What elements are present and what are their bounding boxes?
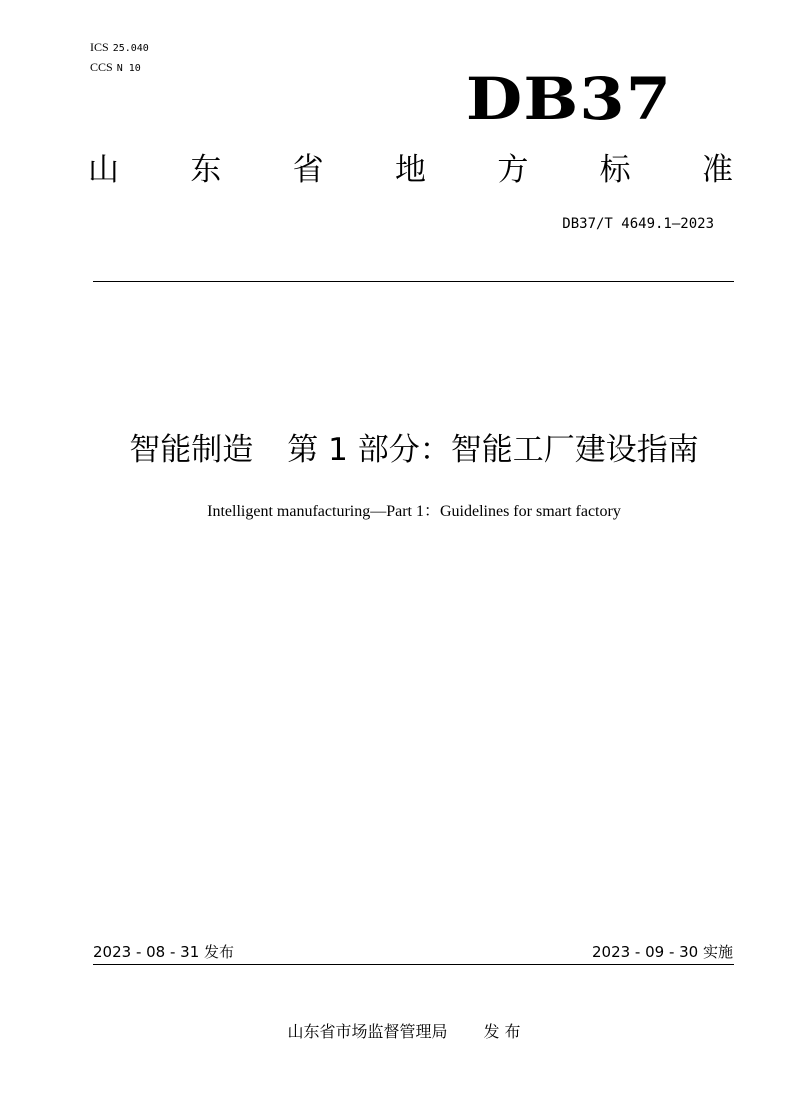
implementation-date: 2023 - 09 - 30 实施 — [591, 943, 733, 961]
db37-logo: DB37 — [465, 65, 672, 133]
title-main: 智能制造 — [129, 432, 254, 468]
ccs-row — [90, 58, 149, 78]
bottom-divider — [93, 964, 734, 965]
publisher-action: 发 布 — [483, 1022, 521, 1041]
standard-type-char: 东 — [190, 152, 222, 188]
document-title-zh — [0, 428, 790, 472]
standard-type-char: 省 — [292, 152, 324, 188]
standard-type-char: 标 — [599, 152, 631, 188]
publisher-org: 山东省市场监督管理局 — [287, 1022, 448, 1041]
standard-type-char: 方 — [497, 152, 529, 188]
ics-label: ICS — [90, 40, 109, 54]
classification-codes — [90, 38, 149, 78]
issue-date: 2023 - 08 - 31 发布 — [93, 943, 235, 961]
title-part: 第 1 部分：智能工厂建设指南 — [287, 432, 699, 468]
standard-type-char: 准 — [701, 152, 733, 188]
top-divider — [93, 281, 734, 282]
ics-row — [90, 38, 149, 58]
ccs-value: N 10 — [116, 63, 141, 74]
document-title-en: Intelligent manufacturing—Part 1：Guidelines for smart factory — [207, 503, 621, 520]
standard-type-char: 山 — [88, 152, 119, 188]
ccs-label: CCS — [90, 60, 113, 74]
standard-type-char: 地 — [394, 152, 426, 188]
ics-value: 25.040 — [112, 43, 149, 54]
standard-number: DB37/T 4649.1—2023 — [562, 216, 714, 232]
standard-type — [88, 150, 733, 190]
publisher — [0, 1019, 790, 1042]
